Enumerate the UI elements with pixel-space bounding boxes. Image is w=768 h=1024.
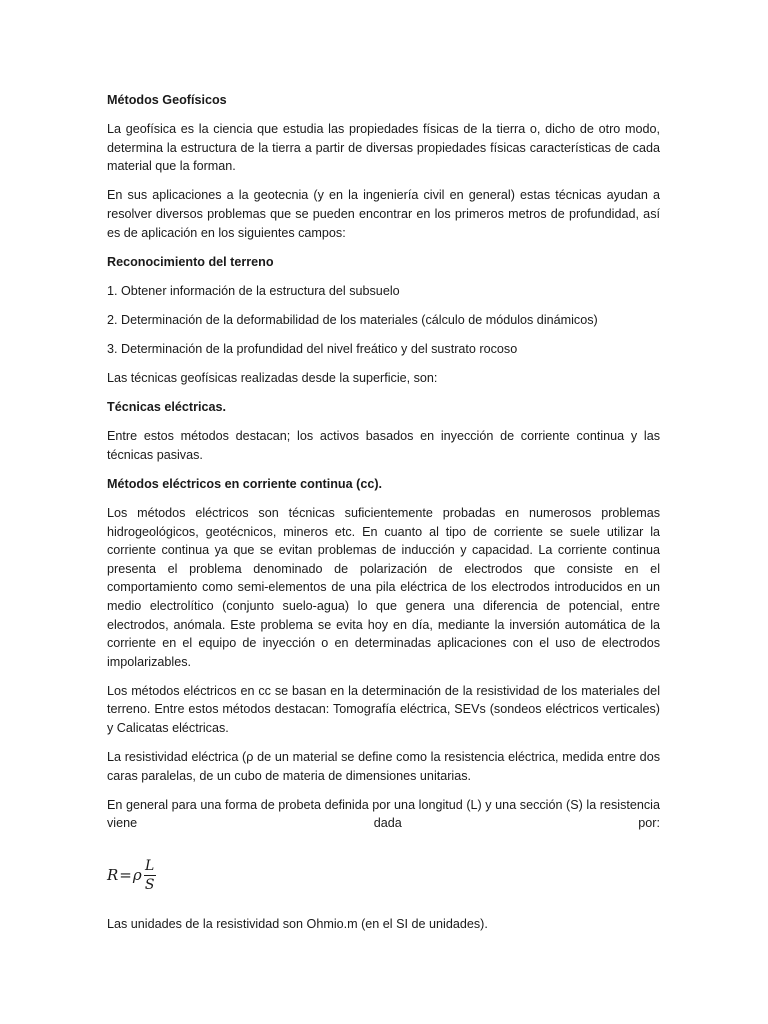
heading-corriente-continua: Métodos eléctricos en corriente continua (cc).: [107, 476, 383, 491]
fraction-bar: [144, 875, 156, 876]
unidades-paragraph: Las unidades de la resistividad son Ohmio.m (en el SI de unidades).: [107, 917, 488, 931]
resistance-equation: [107, 855, 660, 895]
intro-paragraph-2: En sus aplicaciones a la geotecnia (y en la ingeniería civil en general) estas técnicas ayudan a resolver diversos problemas que se pueden encontrar en los primeros metros de profundidad, así es de aplicación en los siguientes campos:: [107, 188, 660, 240]
cc-paragraph-2: Los métodos eléctricos en cc se basan en la determinación de la resistividad de los materiales del terreno. Entre estos métodos destacan: Tomografía eléctrica, SEVs (sondeos eléctricos verticales) y Calicatas eléctricas.: [107, 683, 660, 736]
equation-denominator: S: [144, 876, 155, 893]
cc-paragraph-1: Los métodos eléctricos son técnicas suficientemente probadas en numerosos problemas hidrogeológicos, geotécnicos, mineros etc. En cuanto al tipo de corriente se suele utilizar la corriente continua ya que se evitan problemas de inducción y capacidad. La corriente continua presenta el problema denominado de polarización de electrodos que consiste en el comportamiento como semi-elementos de una pila eléctrica de los electrodos introducidos en un medio electrolítico (conjunto suelo-agua) lo que genera una diferencia de potencial, entre electrodos, anómala. Este problema se evita hoy en día, mediante la inversión automática de la corriente en el equipo de inyección o en determinadas aplicaciones con el uso de electrodos impolarizables.: [107, 506, 660, 669]
intro-paragraph-1: La geofísica es la ciencia que estudia las propiedades físicas de la tierra o, dicho de otro modo, determina la estructura de la tierra a partir de diversas propiedades físicas características de cada material que la forman.: [107, 122, 660, 174]
electricas-paragraph: Entre estos métodos destacan; los activos basados en inyección de corriente continua y las técnicas pasivas.: [107, 429, 660, 462]
list-item: 1. Obtener información de la estructura del subsuelo: [107, 283, 400, 298]
equation-lhs: R: [107, 865, 119, 884]
equation-rho: ρ: [132, 865, 142, 884]
heading-tecnicas-electricas: Técnicas eléctricas.: [107, 400, 227, 415]
tecnicas-intro-paragraph: Las técnicas geofísicas realizadas desde la superficie, son:: [107, 371, 438, 386]
resistividad-paragraph: La resistividad eléctrica (ρ de un material se define como la resistencia eléctrica, medida entre dos caras paralelas, de un cubo de materia de dimensiones unitarias.: [107, 750, 660, 783]
equation-equals: =: [119, 865, 132, 884]
document-title: Métodos Geofísicos: [107, 93, 227, 107]
equation-numerator: L: [145, 857, 155, 874]
document-page: [107, 91, 660, 944]
probeta-paragraph: En general para una forma de probeta definida por una longitud (L) y una sección (S) la resistencia viene dada por:: [107, 797, 660, 831]
heading-reconocimiento: Reconocimiento del terreno: [107, 254, 274, 269]
list-item: 3. Determinación de la profundidad del nivel freático y del sustrato rocoso: [107, 341, 518, 356]
list-item: 2. Determinación de la deformabilidad de los materiales (cálculo de módulos dinámicos): [107, 312, 598, 327]
equation-fraction: [144, 858, 156, 893]
